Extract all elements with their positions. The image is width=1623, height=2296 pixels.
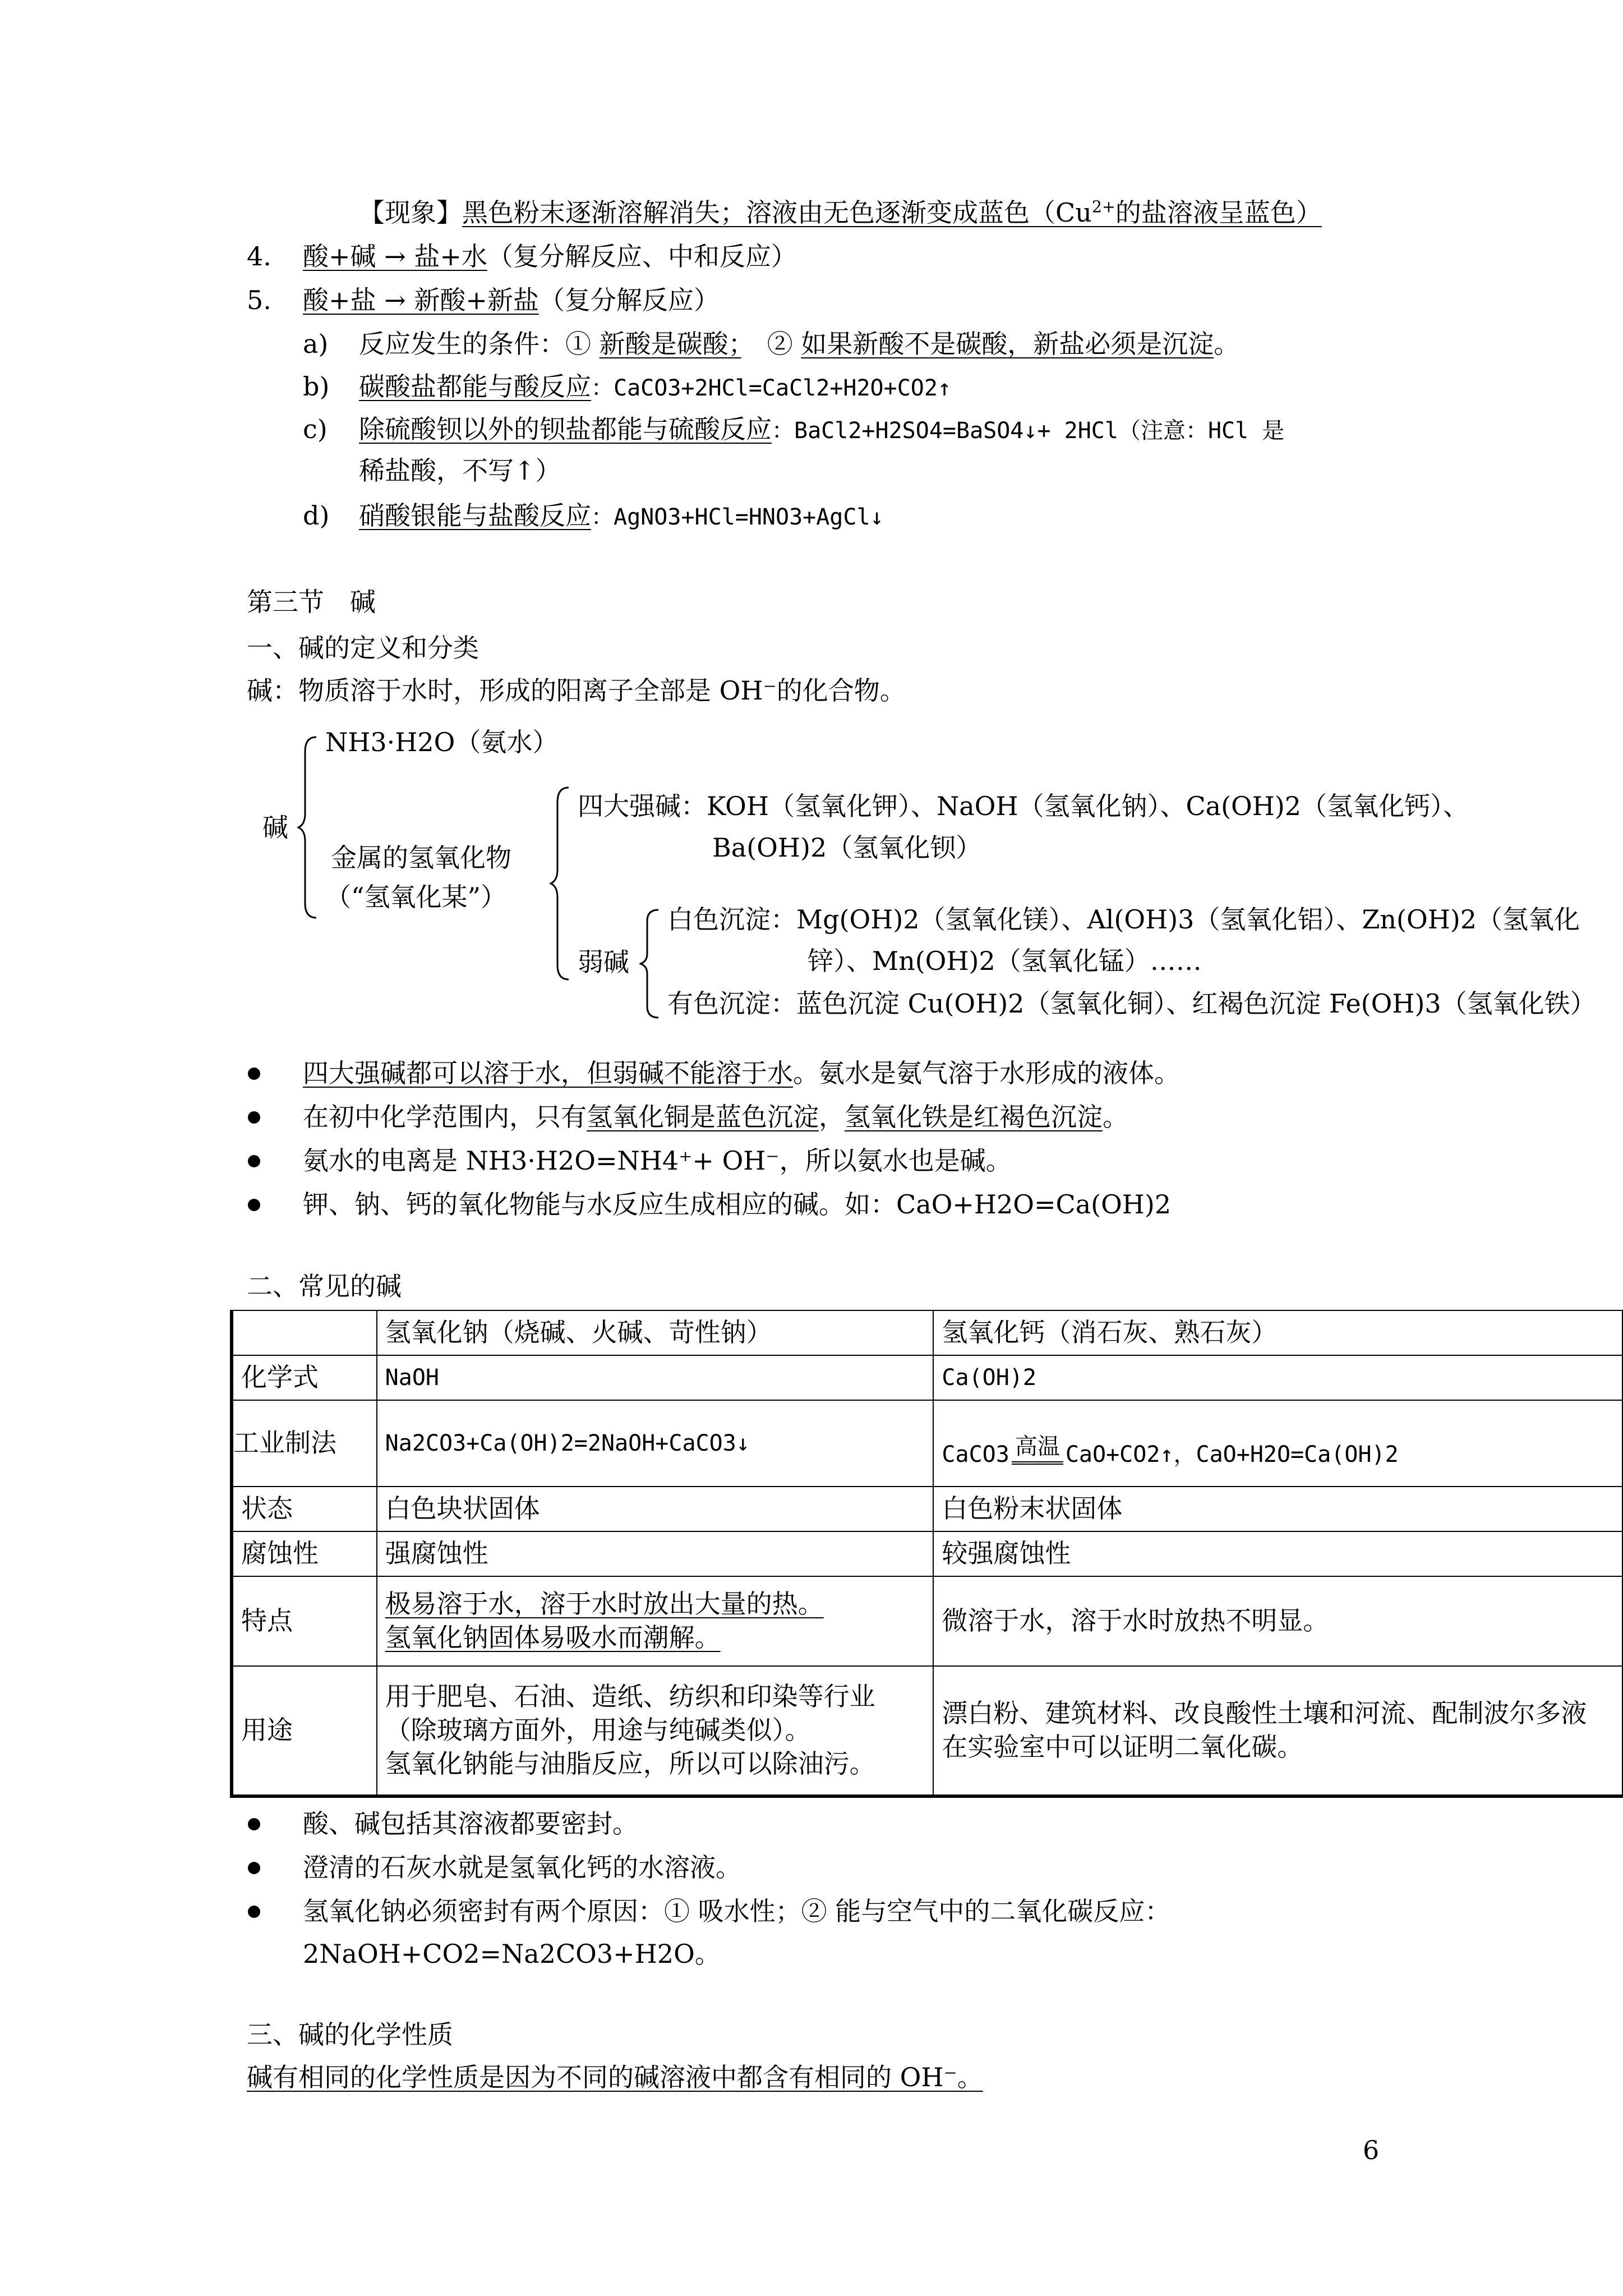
cell-naoh: 用于肥皂、石油、造纸、纺织和印染等行业 （除玻璃方面外，用途与纯碱类似）。 氢氧化钠能与油脂反应，所以可以除油污。 bbox=[377, 1666, 934, 1796]
item-5: 5. bbox=[247, 285, 271, 315]
sub-a: 反应发生的条件：① 新酸是碳酸； ② 如果新酸不是碳酸，新盐必须是沉淀。 bbox=[359, 329, 1240, 359]
table-row bbox=[232, 1666, 1622, 1796]
bullet-7-text: 氢氧化钠必须密封有两个原因：① 吸水性；② 能与空气中的二氧化碳反应： bbox=[303, 1896, 1171, 1926]
cell-caoh: 较强腐蚀性 bbox=[933, 1531, 1622, 1576]
table-header-caoh: 氢氧化钙（消石灰、熟石灰） bbox=[933, 1310, 1622, 1355]
phenomenon-line bbox=[359, 197, 1322, 228]
subheading-3: 三、碱的化学性质 bbox=[247, 2019, 453, 2050]
bullet-2-text: 在初中化学范围内，只有氢氧化铜是蓝色沉淀，氢氧化铁是红褐色沉淀。 bbox=[303, 1102, 1128, 1132]
table-row bbox=[232, 1400, 1622, 1487]
subheading-1: 一、碱的定义和分类 bbox=[247, 633, 479, 663]
bullet-6-text: 澄清的石灰水就是氢氧化钙的水溶液。 bbox=[303, 1852, 741, 1883]
bullet-5 bbox=[248, 1818, 260, 1830]
sub-b: 碳酸盐都能与酸反应：CaCO3+2HCl=CaCl2+H2O+CO2↑ bbox=[359, 371, 952, 402]
row-label: 化学式 bbox=[232, 1355, 377, 1400]
cell-naoh: 极易溶于水，溶于水时放出大量的热。 氢氧化钠固体易吸水而潮解。 bbox=[377, 1576, 934, 1666]
bullet-7 bbox=[248, 1906, 260, 1918]
sub-d: 硝酸银能与盐酸反应：AgNO3+HCl=HNO3+AgCl↓ bbox=[359, 500, 884, 531]
bullet-2 bbox=[248, 1111, 260, 1124]
tree-metal-hydroxide-alias: （“氢氧化某”） bbox=[325, 882, 507, 912]
table-header-naoh: 氢氧化钠（烧碱、火碱、苛性钠） bbox=[377, 1310, 934, 1355]
item-4: 4. bbox=[247, 241, 271, 272]
row-label: 状态 bbox=[232, 1487, 377, 1531]
row-label: 用途 bbox=[232, 1666, 377, 1796]
tree-strong: 四大强碱：KOH（氢氧化钾）、NaOH（氢氧化钠）、Ca(OH)2（氢氧化钙）、 bbox=[578, 791, 1469, 821]
phenomenon-label: 【现象】 bbox=[359, 197, 462, 228]
tree-white: 白色沉淀：Mg(OH)2（氢氧化镁）、Al(OH)3（氢氧化铝）、Zn(OH)2（氢氧化 bbox=[667, 904, 1580, 935]
page-number: 6 bbox=[1363, 2135, 1380, 2165]
cell-naoh: 强腐蚀性 bbox=[377, 1531, 934, 1576]
cell-caoh: 漂白粉、建筑材料、改良酸性土壤和河流、配制波尔多液 在实验室中可以证明二氧化碳。 bbox=[933, 1666, 1622, 1796]
tree-colored: 有色沉淀：蓝色沉淀 Cu(OH)2（氢氧化铜）、红褐色沉淀 Fe(OH)3（氢氧化铁） bbox=[667, 988, 1596, 1019]
row-label: 腐蚀性 bbox=[232, 1531, 377, 1576]
bullet-5-text: 酸、碱包括其溶液都要密封。 bbox=[303, 1809, 638, 1839]
subheading-2: 二、常见的碱 bbox=[247, 1271, 402, 1301]
bullet-4 bbox=[248, 1199, 260, 1211]
section-title: 第三节 碱 bbox=[247, 587, 376, 617]
sub-d-label: d) bbox=[303, 500, 330, 531]
table-header-empty bbox=[232, 1310, 377, 1355]
brace-weak bbox=[639, 908, 662, 1020]
last-line: 碱有相同的化学性质是因为不同的碱溶液中都含有相同的 OH⁻。 bbox=[247, 2062, 983, 2092]
tree-weak: 弱碱 bbox=[578, 947, 629, 977]
tree-metal-hydroxide: 金属的氢氧化物 bbox=[331, 843, 511, 873]
table-row bbox=[232, 1487, 1622, 1531]
bullet-6 bbox=[248, 1862, 260, 1874]
cell-caoh: 白色粉末状固体 bbox=[933, 1487, 1622, 1531]
sub-c-line2: 稀盐酸，不写↑） bbox=[359, 455, 561, 486]
cell-naoh: Na2CO3+Ca(OH)2=2NaOH+CaCO3↓ bbox=[377, 1400, 934, 1487]
brace-root bbox=[297, 735, 320, 920]
cell-caoh: CaCO3 高温 CaO+CO2↑，CaO+H2O=Ca(OH)2 bbox=[933, 1400, 1622, 1487]
row-label: 工业制法 bbox=[232, 1400, 377, 1487]
sub-c-label: c) bbox=[303, 414, 328, 444]
sub-a-label: a) bbox=[303, 329, 329, 359]
condition-high-temp: 高温 bbox=[1012, 1432, 1063, 1465]
bullet-3-text: 氨水的电离是 NH3·H2O=NH4⁺+ OH⁻，所以氨水也是碱。 bbox=[303, 1145, 1012, 1176]
sub-b-label: b) bbox=[303, 371, 330, 402]
tree-root: 碱 bbox=[262, 812, 288, 843]
table-header-row bbox=[232, 1310, 1622, 1355]
cell-caoh: 微溶于水，溶于水时放热不明显。 bbox=[933, 1576, 1622, 1666]
bullet-7-cont: 2NaOH+CO2=Na2CO3+H2O。 bbox=[303, 1939, 721, 1969]
bullet-1 bbox=[248, 1068, 260, 1080]
phenomenon-text: 黑色粉末逐渐溶解消失；溶液由无色逐渐变成蓝色（$Cu^{2+}$的盐溶液呈蓝色） bbox=[462, 197, 1322, 228]
tree-ammonia: NH3·H2O（氨水） bbox=[325, 727, 559, 757]
item-5-eq: 酸+盐 → 新酸+新盐（复分解反应） bbox=[303, 285, 720, 315]
common-bases-table bbox=[230, 1310, 1623, 1798]
tree-strong-line2: Ba(OH)2（氢氧化钡） bbox=[712, 832, 982, 863]
table-row bbox=[232, 1355, 1622, 1400]
cell-naoh: 白色块状固体 bbox=[377, 1487, 934, 1531]
bullet-1-text: 四大强碱都可以溶于水，但弱碱不能溶于水。氨水是氨气溶于水形成的液体。 bbox=[303, 1058, 1180, 1088]
item-4-eq: 酸+碱 → 盐+水（复分解反应、中和反应） bbox=[303, 241, 797, 272]
table-row bbox=[232, 1531, 1622, 1576]
brace-metal bbox=[550, 785, 572, 982]
sub-c: 除硫酸钡以外的钡盐都能与硫酸反应：BaCl2+H2SO4=BaSO4↓+ 2HCl（注意：HCl 是 bbox=[359, 414, 1285, 444]
cell-caoh: Ca(OH)2 bbox=[933, 1355, 1622, 1400]
table-row bbox=[232, 1576, 1622, 1666]
row-label: 特点 bbox=[232, 1576, 377, 1666]
tree-white-line2: 锌）、Mn(OH)2（氢氧化锰）…… bbox=[808, 946, 1202, 976]
bullet-4-text: 钾、钠、钙的氧化物能与水反应生成相应的碱。如：CaO+H2O=Ca(OH)2 bbox=[303, 1189, 1172, 1220]
base-definition: 碱：物质溶于水时，形成的阳离子全部是 OH⁻的化合物。 bbox=[247, 675, 906, 706]
bullet-3 bbox=[248, 1155, 260, 1167]
cell-naoh: NaOH bbox=[377, 1355, 934, 1400]
